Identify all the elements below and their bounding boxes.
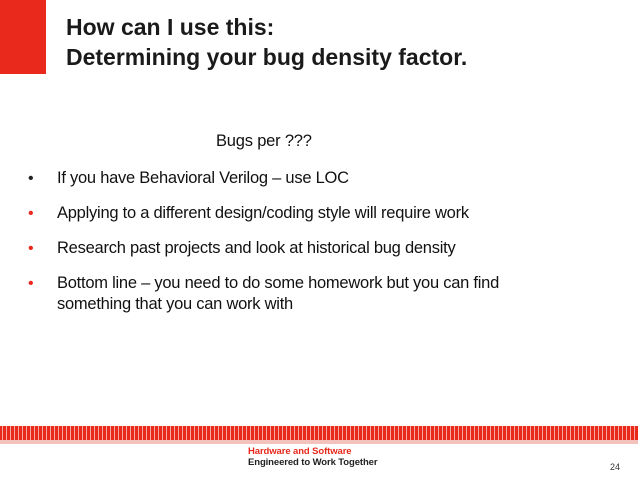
bullet-item: [28, 238, 618, 259]
bullet-text: Bottom line – you need to do some homework but you can find something that you can work with: [57, 274, 500, 313]
company-logo: [248, 446, 377, 468]
logo-line-2: Engineered to Work Together: [248, 457, 378, 468]
bullet-dot-icon: •: [28, 275, 34, 292]
bullet-text: Research past projects and look at historical bug density: [57, 239, 456, 257]
footer-band-fade: [0, 440, 638, 444]
slide-title: [66, 12, 467, 72]
page-number: 24: [610, 462, 621, 472]
slide-title-line-2: Determining your bug density factor.: [66, 44, 468, 70]
bullet-dot-icon: •: [28, 170, 34, 187]
logo-line-1: Hardware and Software: [248, 446, 352, 457]
bullet-item: [28, 203, 618, 224]
bullet-item: [28, 273, 577, 315]
bullet-dot-icon: •: [28, 240, 34, 257]
accent-bar: [0, 0, 46, 74]
bullet-text: If you have Behavioral Verilog – use LOC: [57, 169, 349, 187]
slide-title-line-1: How can I use this:: [66, 14, 275, 40]
bullet-dot-icon: •: [28, 205, 34, 222]
bullet-item: [28, 168, 618, 189]
slide-subtitle: Bugs per ???: [216, 132, 312, 150]
footer-band: [0, 426, 638, 440]
bullet-list: [28, 168, 618, 329]
bullet-text: Applying to a different design/coding style will require work: [57, 204, 469, 222]
